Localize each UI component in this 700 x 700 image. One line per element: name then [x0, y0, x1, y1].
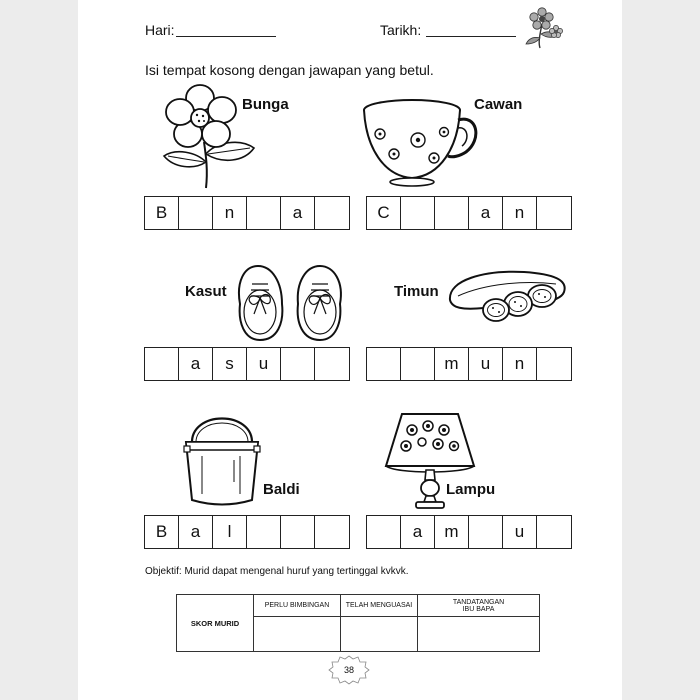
letter-box[interactable] — [179, 197, 213, 229]
score-table — [176, 594, 540, 652]
letter-boxes-baldi — [144, 515, 350, 549]
letter-box[interactable]: l — [213, 516, 247, 548]
score-row-label: SKOR MURID — [177, 595, 254, 652]
letter-box[interactable] — [247, 197, 281, 229]
letter-box[interactable] — [401, 197, 435, 229]
letter-box[interactable] — [367, 516, 401, 548]
col-perlu-bimbingan: PERLU BIMBINGAN — [254, 595, 341, 617]
objective-text: Objektif: Murid dapat mengenal huruf yang tertinggal kvkvk. — [145, 566, 409, 577]
cell-perlu-bimbingan[interactable] — [254, 617, 341, 652]
letter-box[interactable]: a — [179, 348, 213, 380]
col-tandatangan: TANDATANGAN IBU BAPA — [418, 595, 540, 617]
word-bunga: Bunga — [242, 96, 289, 113]
letter-box[interactable]: n — [213, 197, 247, 229]
col-telah-menguasai: TELAH MENGUASAI — [341, 595, 418, 617]
letter-box[interactable]: B — [145, 516, 179, 548]
letter-box[interactable] — [315, 197, 349, 229]
letter-box[interactable]: u — [247, 348, 281, 380]
letter-box[interactable] — [281, 516, 315, 548]
word-kasut: Kasut — [185, 283, 227, 300]
letter-box[interactable] — [537, 516, 571, 548]
word-baldi: Baldi — [263, 481, 300, 498]
shoes-icon — [234, 262, 346, 344]
letter-box[interactable] — [315, 516, 349, 548]
day-blank[interactable] — [176, 36, 276, 37]
letter-box[interactable] — [537, 197, 571, 229]
letter-box[interactable] — [469, 516, 503, 548]
letter-box[interactable]: B — [145, 197, 179, 229]
letter-box[interactable]: s — [213, 348, 247, 380]
cup-icon — [360, 96, 480, 186]
letter-box[interactable]: m — [435, 348, 469, 380]
letter-box[interactable]: a — [401, 516, 435, 548]
letter-boxes-cawan — [366, 196, 572, 230]
letter-box[interactable] — [247, 516, 281, 548]
letter-box[interactable]: n — [503, 348, 537, 380]
letter-box[interactable]: u — [503, 516, 537, 548]
letter-box[interactable] — [435, 197, 469, 229]
letter-box[interactable] — [537, 348, 571, 380]
bucket-icon — [182, 402, 262, 506]
instruction-text: Isi tempat kosong dengan jawapan yang betul. — [145, 62, 434, 78]
letter-boxes-kasut — [144, 347, 350, 381]
letter-box[interactable]: m — [435, 516, 469, 548]
date-blank[interactable] — [426, 36, 516, 37]
word-lampu: Lampu — [446, 481, 496, 498]
letter-box[interactable] — [367, 348, 401, 380]
cell-tandatangan[interactable] — [418, 617, 540, 652]
letter-box[interactable] — [315, 348, 349, 380]
letter-boxes-timun — [366, 347, 572, 381]
letter-box[interactable] — [401, 348, 435, 380]
flower-decoration-icon — [518, 4, 566, 50]
word-timun: Timun — [394, 283, 439, 300]
word-cawan: Cawan — [474, 96, 523, 113]
letter-boxes-lampu — [366, 515, 572, 549]
day-label: Hari: — [145, 22, 175, 38]
letter-box[interactable]: a — [281, 197, 315, 229]
letter-box[interactable]: n — [503, 197, 537, 229]
letter-boxes-bunga — [144, 196, 350, 230]
cell-telah-menguasai[interactable] — [341, 617, 418, 652]
letter-box[interactable] — [281, 348, 315, 380]
date-label: Tarikh: — [380, 22, 422, 38]
letter-box[interactable] — [145, 348, 179, 380]
letter-box[interactable]: a — [469, 197, 503, 229]
page-number: 38 — [343, 665, 354, 675]
cucumber-icon — [444, 266, 570, 324]
letter-box[interactable]: a — [179, 516, 213, 548]
letter-box[interactable]: u — [469, 348, 503, 380]
letter-box[interactable]: C — [367, 197, 401, 229]
